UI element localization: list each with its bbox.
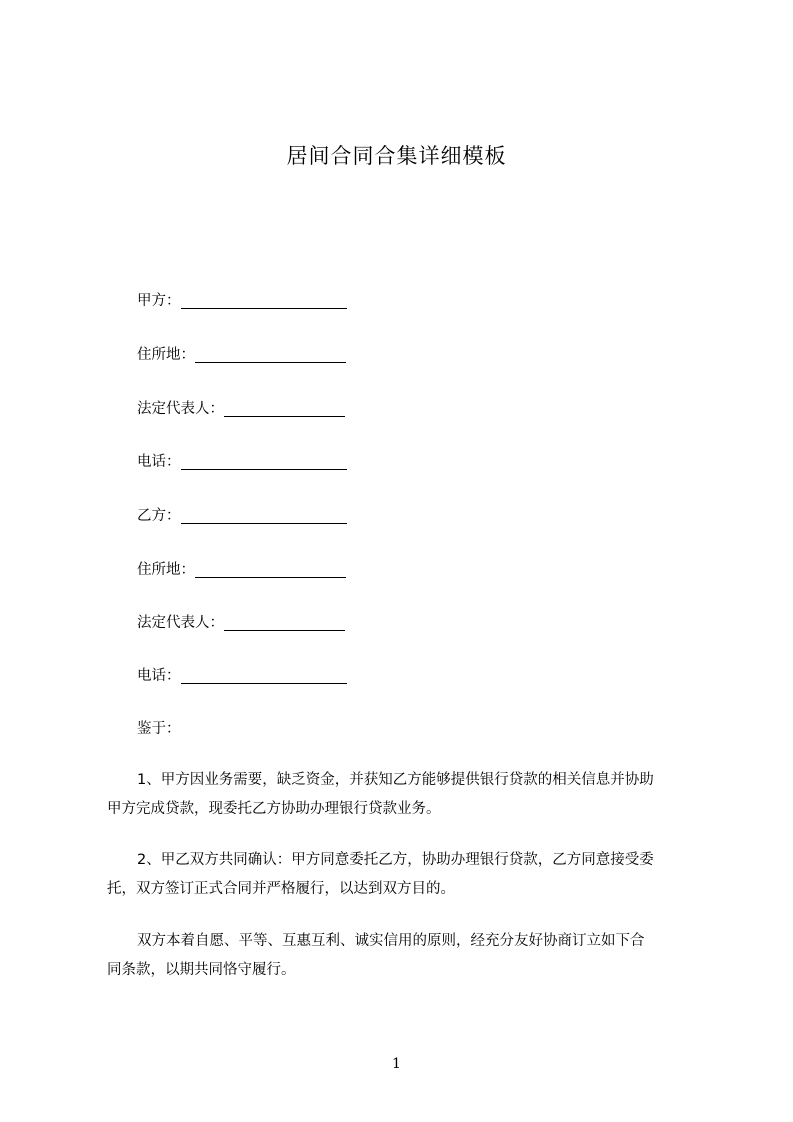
party-b-field (137, 506, 347, 526)
party-b-representative-field (137, 613, 345, 633)
whereas-label: 鉴于： (137, 721, 181, 737)
party-b-representative-label: 法定代表人： (137, 615, 224, 631)
party-b-blank[interactable] (181, 508, 347, 524)
party-b-phone-label: 电话： (137, 668, 181, 684)
party-b-phone-blank[interactable] (181, 668, 347, 684)
recital-paragraph-1 (107, 766, 697, 824)
party-b-address-label: 住所地： (137, 562, 195, 578)
party-a-representative-blank[interactable] (224, 401, 345, 417)
recital-paragraph-2 (107, 846, 697, 904)
party-b-address-field (137, 560, 346, 580)
party-a-phone-label: 电话： (137, 454, 181, 470)
party-b-address-blank[interactable] (195, 562, 346, 578)
recital-1-line-1: 1、甲方因业务需要，缺乏资金，并获知乙方能够提供银行贷款的相关信息并协助 (137, 772, 654, 788)
party-a-representative-field (137, 399, 345, 419)
party-b-phone-field (137, 666, 347, 686)
recital-2-line-1: 2、甲乙双方共同确认：甲方同意委托乙方，协助办理银行贷款，乙方同意接受委 (137, 852, 654, 868)
party-a-address-blank[interactable] (195, 347, 346, 363)
party-a-address-field (137, 345, 346, 365)
party-b-label: 乙方： (137, 508, 181, 524)
party-b-representative-blank[interactable] (224, 615, 345, 631)
agreement-line-2: 同条款，以期共同恪守履行。 (107, 962, 296, 978)
document-title: 居间合同合集详细模板 (286, 144, 507, 168)
party-a-blank[interactable] (181, 293, 347, 309)
party-a-address-label: 住所地： (137, 347, 195, 363)
agreement-line-1: 双方本着自愿、平等、互惠互利、诚实信用的原则，经充分友好协商订立如下合 (137, 933, 645, 949)
page-number: 1 (392, 1056, 401, 1072)
party-a-phone-blank[interactable] (181, 454, 347, 470)
recital-1-line-2: 甲方完成贷款，现委托乙方协助办理银行贷款业务。 (107, 801, 441, 817)
party-a-representative-label: 法定代表人： (137, 401, 224, 417)
party-a-label: 甲方： (137, 293, 181, 309)
party-a-field (137, 291, 347, 311)
party-a-phone-field (137, 452, 347, 472)
agreement-paragraph (107, 927, 697, 985)
recital-2-line-2: 托，双方签订正式合同并严格履行，以达到双方目的。 (107, 881, 455, 897)
